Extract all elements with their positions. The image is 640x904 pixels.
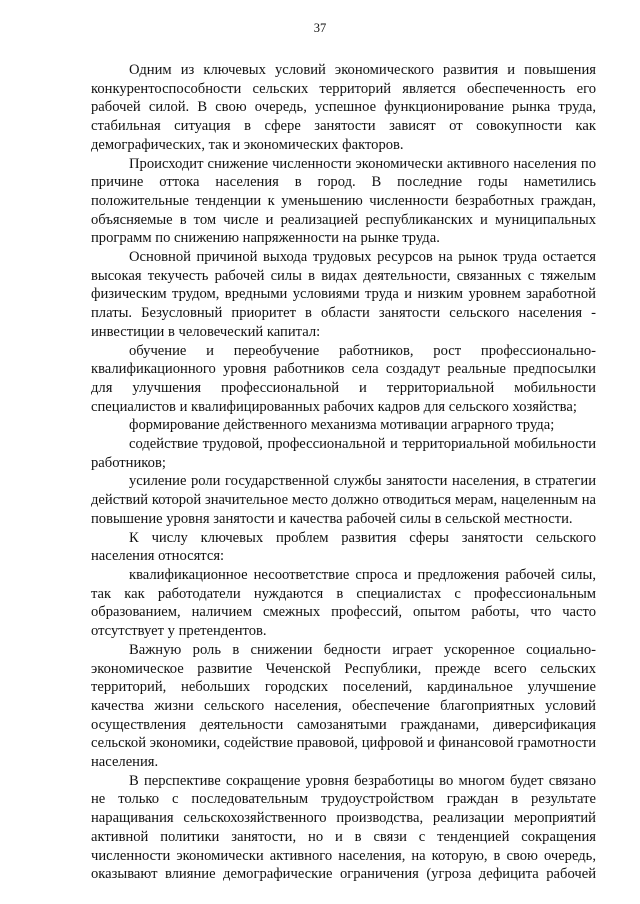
page-number: 37 [313, 21, 327, 35]
list-item-employment-service: усиление роли государственной службы занятости населения, в стратегии действий которой значительное место должно отводиться мерам, нацеленным на повышение уровня занятости и качества рабочей силы в сельской местности. [91, 473, 596, 527]
body-text [91, 61, 596, 884]
list-item-mobility: содействие трудовой, профессиональной и территориальной мобильности работников; [91, 436, 596, 471]
paragraph-labor-turnover: Основной причиной выхода трудовых ресурсов на рынок труда остается высокая текучесть рабочей силы в видах деятельности, связанных с тяжелым физическим трудом, вредными условиями труда и низким уровнем заработной платы. Безусловный приоритет в области занятости сельского населения - инвестиции в человеческий капитал: [91, 249, 596, 340]
list-item-training: обучение и переобучение работников, рост профессионально-квалификационного уровня работников села создадут реальные предпосылки для улучшения профессиональной и территориальной мобильности специалистов и квалифицированных рабочих кадров для сельского хозяйства; [91, 342, 596, 415]
paragraph-population-decline: Происходит снижение численности экономически активного населения по причине оттока населения в город. В последние годы наметились положительные тенденции к уменьшению численности безработных граждан, объясняемые в том числе и реализацией республиканских и муниципальных программ по снижению напряженности на рынке труда. [91, 155, 596, 247]
paragraph-poverty-reduction: Важную роль в снижении бедности играет ускоренное социально-экономическое развитие Чеченской Республики, прежде всего сельских территорий, небольших городских поселений, кардинальное улучшение качества жизни сельского населения, обеспечение благоприятных условий осуществления деятельности самозанятыми гражданами, диверсификация сельской экономики, содействие правовой, цифровой и финансовой грамотности населения. [91, 641, 596, 771]
list-item-motivation: формирование действенного механизма мотивации аграрного труда; [129, 417, 555, 434]
paragraph-key-problems: К числу ключевых проблем развития сферы занятости сельского населения относятся: [91, 529, 596, 565]
paragraph-unemployment-outlook: В перспективе сокращение уровня безработицы во многом будет связано не только с последовательным трудоустройством граждан в результате наращивания сельскохозяйственного производства, реализации мероприятий активной политики занятости, но и в связи с тенденцией сокращения численности экономически активного населения, на которую, в свою очередь, оказывают влияние демографические ограничения (угроза дефицита рабочей [91, 772, 596, 883]
paragraph-intro: Одним из ключевых условий экономического развития и повышения конкурентоспособности сельских территорий является обеспеченность его рабочей силой. В свою очередь, успешное функционирование рынка труда, стабильная ситуация в сфере занятости зависят от совокупности как демографических, так и экономических факторов. [91, 62, 596, 153]
list-item-qualification-mismatch: квалификационное несоответствие спроса и предложения рабочей силы, так как работодатели нуждаются в специалистах с профессиональным образованием, наличием смежных профессий, опытом работы, что часто отсутствует у претендентов. [91, 566, 596, 640]
